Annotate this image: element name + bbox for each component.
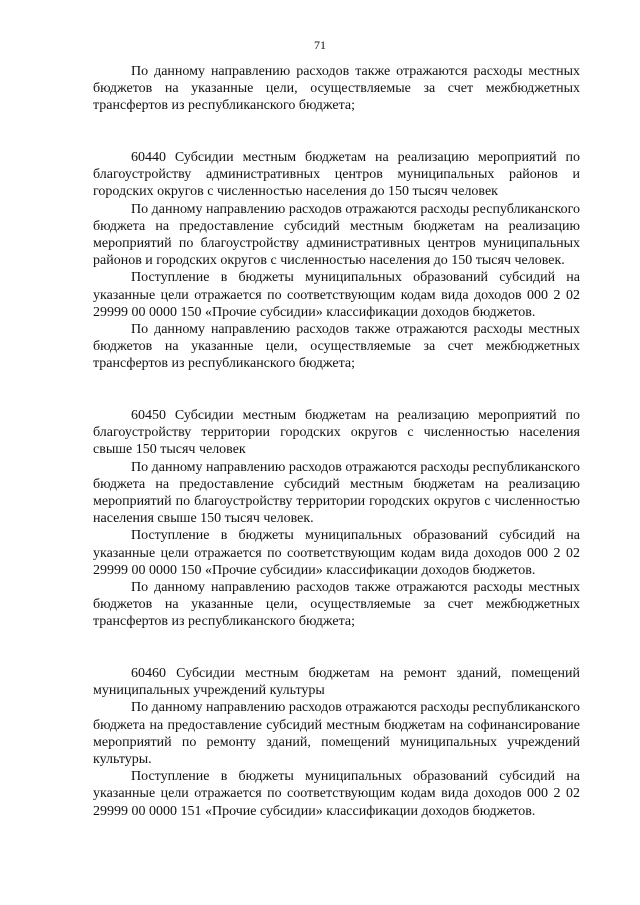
section-gap xyxy=(93,115,580,132)
paragraph: По данному направлению расходов отражаются расходы республиканского бюджета на предоставление субсидий местным бюджетам на реализацию мероприятий по благоустройству административных центров муниципальных районов и городских округов с численностью населения до 150 тысяч человек. xyxy=(93,201,580,269)
section-gap xyxy=(93,132,580,149)
paragraph: Поступление в бюджеты муниципальных образований субсидий на указанные цели отражается по соответствующим кодам вида доходов 000 2 02 29999 00 0000 150 «Прочие субсидии» классификации доходов бюджетов. xyxy=(93,270,580,320)
section-gap xyxy=(93,390,580,407)
paragraph: Поступление в бюджеты муниципальных образований субсидий на указанные цели отражается по соответствующим кодам вида доходов 000 2 02 29999 00 0000 150 «Прочие субсидии» классификации доходов бюджетов. xyxy=(93,528,580,578)
document-body xyxy=(93,63,580,820)
paragraph: По данному направлению расходов также отражаются расходы местных бюджетов на указанные цели, осуществляемые за счет межбюджетных трансфертов из республиканского бюджета; xyxy=(93,322,580,372)
paragraph: По данному направлению расходов также отражаются расходы местных бюджетов на указанные цели, осуществляемые за счет межбюджетных трансфертов из республиканского бюджета; xyxy=(93,580,580,630)
paragraph: Поступление в бюджеты муниципальных образований субсидий на указанные цели отражается по соответствующим кодам вида доходов 000 2 02 29999 00 0000 151 «Прочие субсидии» классификации доходов бюджетов. xyxy=(93,769,580,819)
section-heading: 60460 Субсидии местным бюджетам на ремонт зданий, помещений муниципальных учреждений культуры xyxy=(93,666,580,699)
section-gap xyxy=(93,648,580,665)
section-heading: 60450 Субсидии местным бюджетам на реализацию мероприятий по благоустройству территории городских округов с численностью населения свыше 150 тысяч человек xyxy=(93,408,580,458)
paragraph: По данному направлению расходов также отражаются расходы местных бюджетов на указанные цели, осуществляемые за счет межбюджетных трансфертов из республиканского бюджета; xyxy=(93,64,580,114)
section-heading: 60440 Субсидии местным бюджетам на реализацию мероприятий по благоустройству административных центров муниципальных районов и городских округов с численностью населения до 150 тысяч человек xyxy=(93,149,580,200)
paragraph: По данному направлению расходов отражаются расходы республиканского бюджета на предоставление субсидий местным бюджетам на софинансирование мероприятий по ремонту зданий, помещений муниципальных учреждений культуры. xyxy=(93,700,580,768)
section-gap xyxy=(93,373,580,390)
paragraph: По данному направлению расходов отражаются расходы республиканского бюджета на предоставление субсидий местным бюджетам на реализацию мероприятий по благоустройству территории городских округов с численностью населения свыше 150 тысяч человек. xyxy=(93,459,580,527)
section-gap xyxy=(93,631,580,648)
page-number: 71 xyxy=(314,38,326,52)
